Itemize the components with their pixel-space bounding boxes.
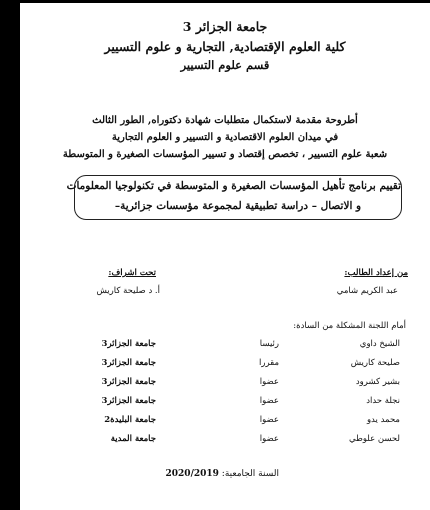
- member-university: جامعة البليدة2: [104, 415, 156, 425]
- member-name: صليحة كاريش: [350, 358, 400, 368]
- member-university: جامعة الجزائر3: [101, 358, 156, 368]
- member-name: محمد يدو: [366, 415, 400, 425]
- committee-row: [20, 396, 430, 410]
- supervisor-name: أ. د صليحة كاريش: [96, 286, 160, 296]
- committee-row: [20, 358, 430, 372]
- committee-row: [20, 377, 430, 391]
- left-black-strip: [0, 0, 20, 510]
- thesis-info-line-2: في ميدان العلوم الاقتصادية و التسيير و العلوم التجارية: [111, 132, 339, 143]
- member-role: عضوا: [259, 415, 279, 425]
- member-university: جامعة المدية: [110, 434, 156, 444]
- member-role: مقررا: [258, 358, 279, 368]
- cover-page: [20, 3, 430, 510]
- academic-year-value: 2020/2019: [165, 469, 219, 479]
- thesis-title-line-1: تقييم برنامج تأهيل المؤسسات الصغيرة و المتوسطة في تكنولوجيا المعلومات: [66, 180, 401, 192]
- member-role: عضوا: [259, 434, 279, 444]
- member-university: جامعة الجزائر3: [101, 377, 156, 387]
- member-role: عضوا: [259, 396, 279, 406]
- committee-row: [20, 434, 430, 448]
- member-name: بشير كشرود: [355, 377, 400, 387]
- thesis-info-line-1: أطروحة مقدمة لاستكمال متطلبات شهادة دكتوراه, الطور الثالث: [92, 115, 358, 126]
- member-role: رئيسا: [259, 339, 279, 349]
- member-name: الشيخ داوي: [359, 339, 400, 349]
- academic-year: [166, 469, 279, 479]
- member-university: جامعة الجزائر3: [101, 396, 156, 406]
- committee-row: [20, 415, 430, 429]
- member-university: جامعة الجزائر3: [101, 339, 156, 349]
- supervisor-label: تحت اشراف:: [108, 268, 156, 278]
- university-name: جامعة الجزائر 3: [182, 19, 268, 34]
- member-name: لحسن علوطي: [349, 434, 400, 444]
- committee-row: [20, 339, 430, 353]
- academic-year-label: السنة الجامعية:: [221, 469, 279, 479]
- department-name: قسم علوم التسيير: [180, 58, 270, 72]
- student-label: من إعداد الطالب:: [344, 268, 408, 278]
- committee-label: أمام اللجنة المشكلة من السادة:: [293, 321, 406, 331]
- student-name: عبد الكريم شامي: [336, 286, 398, 296]
- thesis-info-line-3: شعبة علوم التسيير ، تخصص إقتصاد و تسيير المؤسسات الصغيرة و المتوسطة: [62, 149, 388, 160]
- member-name: نجلة حداد: [366, 396, 400, 406]
- thesis-title-line-2: و الاتصال – دراسة تطبيقية لمجموعة مؤسسات جزائرية–: [114, 200, 362, 212]
- member-role: عضوا: [259, 377, 279, 387]
- thesis-title-box: [66, 175, 402, 220]
- faculty-name: كلية العلوم الإقتصادية, التجارية و علوم التسيير: [104, 39, 346, 54]
